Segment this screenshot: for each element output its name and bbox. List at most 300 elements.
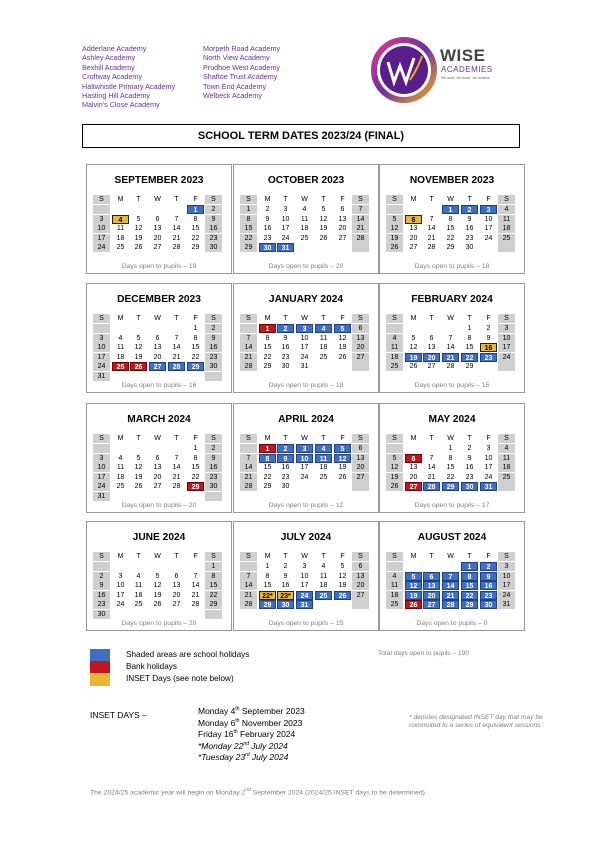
day-cell: 7 [352, 205, 369, 214]
day-cell [149, 205, 166, 214]
day-cell: 13 [153, 225, 162, 232]
weekday-label: T [467, 196, 472, 203]
day-cell: 19 [405, 353, 422, 362]
day-cell [352, 482, 369, 491]
day-cell: 18 [386, 591, 403, 600]
inset-day-text: *Monday 22 [198, 740, 244, 751]
weekday-label: F [340, 435, 345, 442]
day-cell: 14 [172, 344, 181, 351]
weekday-label: M [410, 435, 417, 442]
weekday-label: T [321, 553, 326, 560]
day-cell: 10 [300, 334, 309, 342]
weekday-label: M [117, 435, 124, 442]
day-cell: 4 [136, 572, 141, 580]
day-cell: 7 [448, 334, 453, 342]
day-cell: 27 [352, 353, 369, 362]
day-cell: 29 [187, 362, 204, 371]
day-cell: 22 [191, 353, 200, 361]
weekday-label: W [301, 315, 308, 322]
inset-day-text: th [235, 706, 240, 713]
day-cell: 10 [116, 582, 125, 589]
day-cell [240, 562, 257, 571]
day-cell [334, 482, 351, 491]
day-cell: 8 [193, 454, 198, 462]
day-cell: 7 [240, 454, 257, 463]
month-name: SEPTEMBER 2023 [114, 175, 204, 186]
day-cell: 24 [116, 601, 125, 608]
day-cell: 18 [300, 225, 309, 232]
day-cell: 21 [427, 473, 436, 481]
day-cell: 24 [93, 482, 110, 491]
day-cell: 25 [498, 234, 515, 243]
day-cell: 27 [338, 234, 347, 242]
month-name: FEBRUARY 2024 [411, 294, 493, 305]
weekday-label: F [340, 553, 345, 560]
day-cell: 14 [240, 343, 257, 352]
day-cell: 28 [240, 482, 257, 491]
academy-name: Morpeth Road Academy [203, 44, 281, 53]
weekday-label: T [136, 196, 141, 203]
weekday-label: S [386, 195, 403, 204]
day-cell: 19 [338, 582, 347, 589]
day-cell: 14 [191, 582, 200, 589]
day-cell: 9 [265, 215, 270, 223]
day-cell: 26 [405, 600, 422, 609]
weekday-label: T [467, 315, 472, 322]
day-cell: 14 [352, 215, 369, 224]
academy-name: Shaftoe Trust Academy [203, 72, 278, 82]
inset-day-text: November 2023 [239, 717, 303, 728]
day-cell: 13 [423, 581, 440, 590]
day-cell: 30 [205, 482, 222, 491]
day-cell [168, 205, 185, 214]
weekday-label: S [352, 552, 369, 561]
day-cell: 25 [319, 353, 328, 361]
day-cell: 7 [429, 215, 434, 223]
month-name: AUGUST 2024 [417, 532, 487, 543]
day-cell: 7 [174, 215, 179, 223]
day-cell: 16 [281, 464, 290, 471]
academy-list-1 [82, 44, 175, 110]
day-cell [352, 600, 369, 609]
day-cell: 15 [263, 582, 272, 589]
day-cell: 20 [423, 591, 440, 600]
weekday-label: T [174, 435, 179, 442]
weekday-label: M [117, 315, 124, 322]
day-cell: 21 [172, 234, 181, 242]
day-cell [386, 205, 403, 214]
day-cell: 16 [281, 582, 290, 589]
month-calendar [86, 164, 232, 274]
day-cell: 15 [240, 224, 257, 233]
days-open-to-pupils: Days open to pupils – 15 [414, 382, 490, 389]
day-cell: 16 [263, 225, 272, 232]
day-cell: 30 [480, 600, 497, 609]
day-cell: 3 [480, 205, 497, 214]
weekday-label: T [136, 435, 141, 442]
day-cell: 10 [93, 224, 110, 233]
day-cell: 27 [149, 362, 166, 371]
day-cell: 30 [277, 600, 294, 609]
day-cell [498, 243, 515, 252]
day-cell: 17 [498, 343, 515, 352]
day-cell [296, 482, 313, 491]
day-cell: 18 [319, 582, 328, 589]
day-cell: 2 [265, 206, 270, 213]
day-cell: 22 [191, 234, 200, 242]
day-cell: 17 [281, 225, 290, 232]
day-cell [130, 372, 147, 381]
day-cell: 26 [134, 483, 143, 490]
day-cell: 8 [240, 215, 257, 224]
day-cell: 9 [467, 215, 472, 223]
weekday-label: W [154, 435, 161, 442]
day-cell [480, 243, 497, 252]
weekday-label: T [174, 315, 179, 322]
day-cell [168, 610, 185, 619]
day-cell: 27 [405, 482, 422, 491]
day-cell [168, 372, 185, 381]
month-name: MAY 2024 [428, 414, 476, 425]
day-cell: 18 [386, 353, 403, 362]
day-cell: 27 [409, 244, 418, 251]
weekday-label: S [93, 314, 110, 323]
day-cell: 28 [423, 482, 440, 491]
days-open-to-pupils: Days open to pupils – 19 [121, 263, 197, 270]
day-cell: 19 [134, 353, 143, 361]
weekday-label: F [486, 196, 491, 203]
day-cell: 26 [338, 353, 347, 361]
day-cell: 24 [93, 243, 110, 252]
weekday-label: S [240, 434, 257, 443]
day-cell [112, 492, 129, 501]
day-cell: 14 [427, 464, 436, 471]
day-cell: 18 [498, 224, 515, 233]
day-cell: 31 [300, 363, 309, 370]
day-cell: 27 [153, 483, 162, 490]
day-cell [352, 243, 369, 252]
day-cell: 29 [442, 482, 459, 491]
day-cell [187, 372, 204, 381]
weekday-label: F [340, 196, 345, 203]
total-days-open: Total days open to pupils – 190 [378, 650, 469, 657]
day-cell: 24 [484, 234, 493, 242]
legend-holidays: Shaded areas are school holidays [126, 650, 250, 659]
day-cell [112, 444, 129, 453]
month-calendar [379, 164, 525, 274]
day-cell: 17 [300, 582, 309, 589]
day-cell: 11 [315, 454, 332, 463]
weekday-label: W [301, 196, 308, 203]
day-cell: 2 [467, 445, 472, 452]
month-calendar [233, 283, 379, 393]
day-cell: 22 [461, 591, 478, 600]
day-cell: 17 [498, 581, 515, 590]
footnote-sup: nd [245, 787, 251, 793]
day-cell: 20 [338, 225, 347, 232]
day-cell: 15 [461, 581, 478, 590]
day-cell: 13 [153, 464, 162, 471]
day-cell: 4 [112, 215, 129, 224]
day-cell: 29 [205, 600, 222, 609]
days-open-to-pupils: Days open to pupils – 0 [416, 620, 488, 627]
inset-day-item [198, 741, 288, 751]
day-cell: 24 [498, 353, 515, 362]
day-cell: 31 [93, 372, 110, 381]
weekday-label: S [498, 434, 515, 443]
day-cell [423, 444, 440, 453]
day-cell: 17 [300, 344, 309, 351]
day-cell: 12 [153, 582, 162, 589]
weekday-label: T [283, 315, 288, 322]
day-cell: 11 [116, 464, 125, 471]
day-cell: 25 [498, 473, 515, 482]
day-cell: 19 [405, 591, 422, 600]
day-cell: 22 [240, 234, 257, 243]
day-cell: 6 [423, 572, 440, 581]
day-cell: 10 [93, 343, 110, 352]
day-cell: 6 [405, 454, 422, 463]
day-cell: 13 [352, 572, 369, 581]
weekday-label: T [136, 553, 141, 560]
day-cell: 8 [461, 572, 478, 581]
day-cell: 20 [409, 234, 418, 242]
day-cell: 28 [172, 483, 181, 490]
day-cell [386, 562, 403, 571]
day-cell: 7 [240, 334, 257, 343]
day-cell: 21 [427, 234, 436, 242]
day-cell [423, 562, 440, 571]
day-cell: 20 [352, 463, 369, 472]
day-cell: 27 [427, 363, 436, 370]
days-open-to-pupils: Days open to pupils – 17 [414, 502, 490, 509]
day-cell: 30 [461, 482, 478, 491]
day-cell: 27 [352, 591, 369, 600]
day-cell: 12 [386, 224, 403, 233]
day-cell: 13 [409, 225, 418, 232]
month-calendar [379, 521, 525, 631]
month-name: MARCH 2024 [127, 414, 191, 425]
day-cell: 18 [134, 591, 143, 599]
day-cell: 3 [498, 324, 515, 333]
day-cell: 26 [319, 234, 328, 242]
inset-day-text: July 2024 [249, 752, 289, 762]
weekday-label: S [498, 195, 515, 204]
day-cell: 13 [172, 582, 181, 589]
day-cell: 26 [334, 591, 351, 600]
weekday-label: S [352, 314, 369, 323]
day-cell: 1 [187, 205, 204, 214]
day-cell [334, 362, 351, 371]
day-cell [168, 562, 185, 571]
day-cell: 20 [352, 581, 369, 590]
day-cell: 25 [300, 234, 309, 242]
day-cell: 11 [134, 582, 143, 589]
day-cell: 4 [315, 444, 332, 453]
day-cell [405, 324, 422, 333]
day-cell [480, 362, 497, 371]
day-cell [442, 324, 459, 333]
day-cell: 1 [448, 445, 453, 452]
day-cell: 1 [442, 205, 459, 214]
day-cell [405, 562, 422, 571]
weekday-label: S [498, 552, 515, 561]
day-cell [168, 444, 185, 453]
weekday-label: S [240, 552, 257, 561]
day-cell: 17 [300, 464, 309, 471]
day-cell: 6 [352, 562, 369, 571]
weekday-label: S [205, 434, 222, 443]
day-cell: 23 [281, 353, 290, 361]
day-cell: 19 [338, 344, 347, 351]
day-cell: 6 [429, 334, 434, 342]
day-cell: 2 [480, 562, 497, 571]
day-cell: 10 [93, 463, 110, 472]
day-cell: 1 [461, 562, 478, 571]
weekday-label: T [174, 196, 179, 203]
day-cell: 3 [296, 324, 313, 333]
day-cell: 3 [283, 206, 288, 213]
day-cell: 19 [338, 464, 347, 471]
day-cell [315, 482, 332, 491]
day-cell: 26 [338, 473, 347, 481]
day-cell: 24 [296, 591, 313, 600]
day-cell: 21 [240, 473, 257, 482]
day-cell: 21 [240, 591, 257, 600]
day-cell: 20 [423, 353, 440, 362]
day-cell: 22 [446, 234, 455, 242]
day-cell: 25 [386, 600, 403, 609]
day-cell [93, 444, 110, 453]
weekday-label: S [352, 434, 369, 443]
day-cell: 23 [480, 591, 497, 600]
day-cell: 23 [465, 234, 474, 242]
inset-day-text: Friday 16 [198, 729, 234, 739]
logo-sub: ACADEMIES [441, 65, 493, 74]
day-cell: 16 [93, 591, 110, 600]
day-cell: 15 [465, 344, 474, 351]
day-cell: 30 [281, 483, 290, 490]
inset-day-text: th [235, 717, 240, 724]
weekday-label: S [240, 314, 257, 323]
month-name: JANUARY 2024 [268, 294, 344, 305]
day-cell: 1 [467, 325, 472, 332]
month-calendar [233, 164, 379, 274]
day-cell: 8 [193, 215, 198, 223]
day-cell: 6 [155, 454, 160, 462]
day-cell: 17 [93, 473, 110, 482]
day-cell: 11 [319, 334, 328, 342]
page-title: SCHOOL TERM DATES 2023/24 (FINAL) [82, 124, 520, 148]
academy-name: Haltwhistle Primary Academy [82, 81, 176, 91]
weekday-label: T [321, 315, 326, 322]
day-cell: 14 [240, 463, 257, 472]
day-cell: 18 [319, 344, 328, 351]
weekday-label: S [498, 314, 515, 323]
day-cell: 3 [498, 562, 515, 571]
day-cell: 23 [205, 353, 222, 362]
day-cell [168, 324, 185, 333]
weekday-label: S [93, 195, 110, 204]
day-cell: 12 [338, 334, 347, 342]
inset-day-text: Monday 4 [198, 706, 236, 716]
academy-list-2 [203, 44, 280, 100]
day-cell: 27 [423, 600, 440, 609]
day-cell: 9 [205, 334, 222, 343]
day-cell: 15 [191, 225, 200, 232]
weekday-label: T [467, 435, 472, 442]
day-cell: 5 [411, 334, 416, 342]
day-cell: 22 [263, 353, 272, 361]
day-cell: 17 [484, 464, 493, 471]
day-cell: 19 [386, 234, 403, 243]
legend-inset: INSET Days (see note below) [126, 674, 234, 683]
weekday-label: W [447, 553, 454, 560]
day-cell: 1 [259, 444, 276, 453]
day-cell: 11 [498, 215, 515, 224]
day-cell: 10 [498, 334, 515, 343]
month-name: APRIL 2024 [278, 414, 334, 425]
day-cell: 26 [153, 601, 162, 608]
day-cell [168, 492, 185, 501]
day-cell: 26 [134, 244, 143, 251]
weekday-label: T [283, 435, 288, 442]
day-cell: 14 [446, 344, 455, 351]
academy-name: Town End Academy [203, 81, 267, 91]
day-cell: 20 [153, 353, 162, 361]
day-cell [315, 362, 332, 371]
day-cell: 31 [296, 600, 313, 609]
day-cell: 30 [205, 362, 222, 371]
day-cell: 30 [259, 243, 276, 252]
inset-day-text: rd [245, 752, 250, 759]
day-cell: 10 [484, 454, 493, 462]
day-cell [112, 562, 129, 571]
day-cell [187, 562, 204, 571]
month-name: JUNE 2024 [132, 532, 186, 543]
day-cell [423, 324, 440, 333]
weekday-label: T [429, 435, 434, 442]
day-cell: 2 [461, 205, 478, 214]
day-cell: 12 [334, 454, 351, 463]
day-cell: 10 [498, 572, 515, 581]
days-open-to-pupils: Days open to pupils – 15 [268, 620, 344, 627]
weekday-label: W [447, 435, 454, 442]
day-cell: 4 [321, 563, 326, 570]
weekday-label: S [240, 195, 257, 204]
day-cell: 9 [283, 572, 288, 580]
day-cell: 3 [302, 563, 307, 570]
day-cell [130, 444, 147, 453]
day-cell: 5 [155, 572, 160, 580]
weekday-label: M [117, 196, 124, 203]
day-cell: 5 [334, 324, 351, 333]
day-cell: 14 [240, 581, 257, 590]
weekday-label: T [136, 315, 141, 322]
day-cell [149, 610, 166, 619]
day-cell: 22* [259, 591, 276, 600]
day-cell [149, 492, 166, 501]
day-cell: 23 [205, 473, 222, 482]
day-cell [93, 205, 110, 214]
day-cell: 26 [130, 362, 147, 371]
day-cell: 5 [334, 444, 351, 453]
day-cell: 25 [319, 473, 328, 481]
day-cell: 15 [191, 344, 200, 351]
day-cell [423, 205, 440, 214]
day-cell [386, 444, 403, 453]
day-cell: 27 [172, 601, 181, 608]
